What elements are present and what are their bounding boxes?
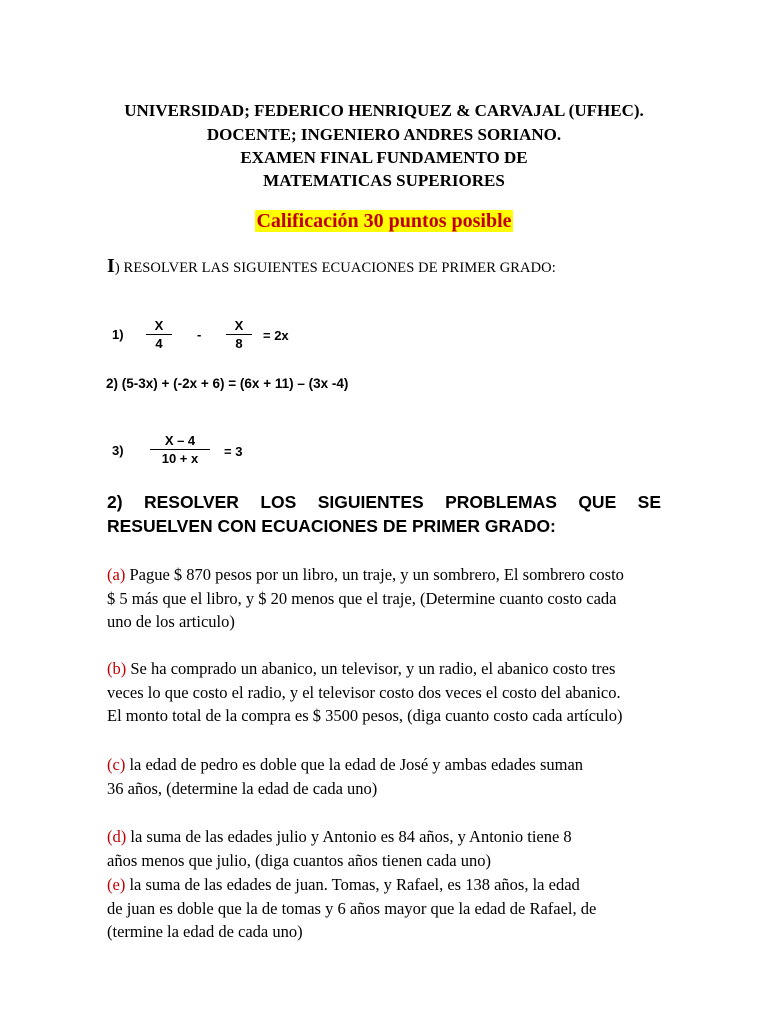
problem-b	[107, 657, 667, 728]
section1-title: ) RESOLVER LAS SIGUIENTES ECUACIONES DE PRIMER GRADO:	[114, 260, 556, 276]
problem-a	[107, 563, 667, 634]
header-university: UNIVERSIDAD; FEDERICO HENRIQUEZ & CARVAJAL (UFHEC).	[124, 101, 644, 120]
problem-b-label: (b)	[107, 659, 127, 678]
eq3-denominator: 10 + x	[161, 451, 199, 466]
grade-text: Calificación 30 puntos posible	[256, 210, 512, 232]
eq2-text: 2) (5-3x) + (-2x + 6) = (6x + 11) – (3x -4)	[106, 376, 349, 391]
eq3-numerator: X – 4	[150, 433, 210, 450]
problem-b-line1: Se ha comprado un abanico, un televisor, y un radio, el abanico costo tres	[126, 659, 616, 678]
section2-heading	[107, 490, 661, 538]
problem-e-line1: la suma de las edades de juan. Tomas, y Rafael, es 138 años, la edad	[125, 875, 580, 894]
problem-a-line3: uno de los articulo)	[107, 612, 235, 631]
section1-heading	[107, 255, 556, 278]
eq1-denominator-a: 4	[155, 336, 163, 351]
eq1-operator: -	[197, 327, 202, 342]
header-teacher: DOCENTE; INGENIERO ANDRES SORIANO.	[206, 125, 562, 144]
header-subject: MATEMATICAS SUPERIORES	[263, 171, 505, 190]
eq1-fraction-a	[146, 318, 172, 353]
eq3-label: 3)	[112, 443, 124, 458]
problem-e-label: (e)	[107, 875, 126, 894]
eq1-numerator-b: X	[226, 318, 252, 335]
problem-c-line2: 36 años, (determine la edad de cada uno)	[107, 778, 378, 798]
problem-d-label: (d)	[107, 827, 127, 846]
section2-line1: 2) RESOLVER LOS SIGUIENTES PROBLEMAS QUE SE	[107, 492, 661, 512]
problem-a-line2: $ 5 más que el libro, y $ 20 menos que el traje, (Determine cuanto costo cada	[107, 588, 617, 608]
problem-e-line2: de juan es doble que la de tomas y 6 años mayor que la edad de Rafael, de	[107, 898, 597, 918]
problem-c-label: (c)	[107, 755, 126, 774]
eq1-rhs: = 2x	[263, 328, 289, 343]
problem-d-line1: la suma de las edades julio y Antonio es 84 años, y Antonio tiene 8	[126, 827, 572, 846]
eq1-fraction-b	[226, 318, 252, 353]
eq3-fraction	[150, 433, 210, 468]
problem-c	[107, 753, 667, 800]
problem-b-line2: veces lo que costo el radio, y el televisor costo dos veces el costo del abanico.	[107, 682, 621, 702]
eq1-numerator-a: X	[146, 318, 172, 335]
problem-b-line3: El monto total de la compra es $ 3500 pesos, (diga cuanto costo cada artículo)	[107, 706, 623, 725]
grade-banner	[0, 210, 768, 233]
eq1-label: 1)	[112, 327, 124, 342]
problem-e-line3: (termine la edad de cada uno)	[107, 922, 303, 941]
problem-a-label: (a)	[107, 565, 126, 584]
eq3-rhs: = 3	[224, 444, 243, 459]
section2-line2: RESUELVEN CON ECUACIONES DE PRIMER GRADO:	[107, 516, 556, 536]
problem-c-line1: la edad de pedro es doble que la edad de José y ambas edades suman	[125, 755, 584, 774]
section1-roman: I	[107, 255, 115, 277]
problem-d	[107, 825, 667, 872]
problem-e	[107, 873, 667, 944]
eq1-denominator-b: 8	[235, 336, 243, 351]
problem-d-line2: años menos que julio, (diga cuantos años tienen cada uno)	[107, 850, 491, 870]
problem-a-line1: Pague $ 870 pesos por un libro, un traje, y un sombrero, El sombrero costo	[125, 565, 624, 584]
header-exam-title: EXAMEN FINAL FUNDAMENTO DE	[240, 148, 528, 167]
